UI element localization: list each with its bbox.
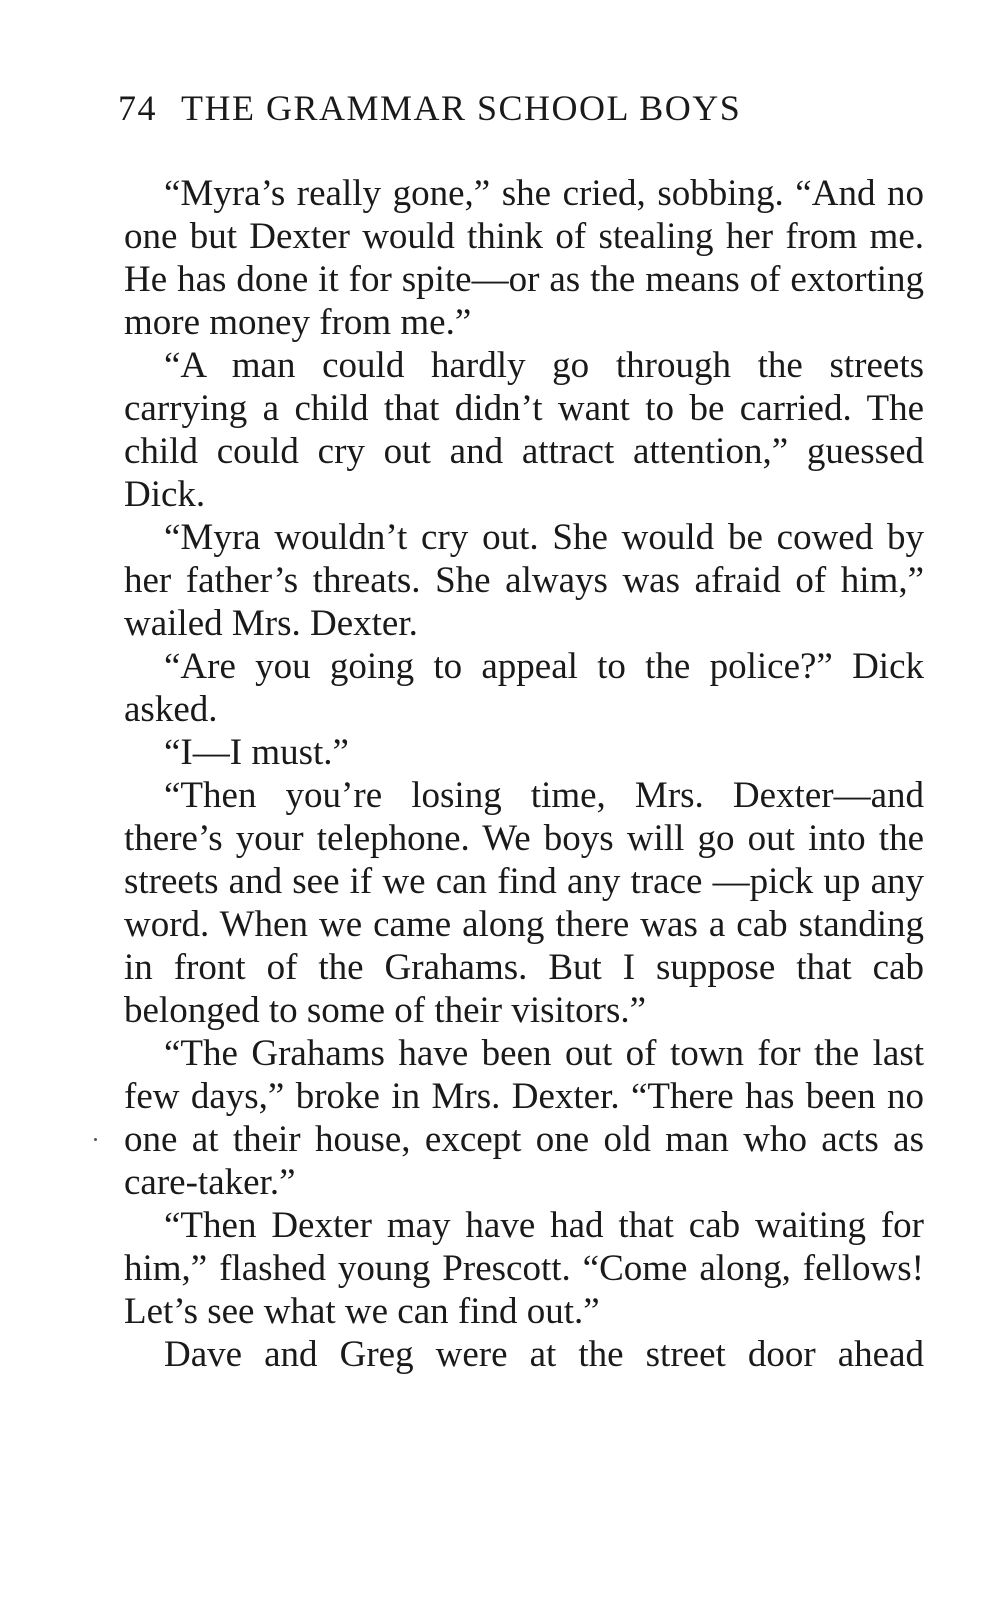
- paragraph: “I—I must.”: [164, 732, 349, 773]
- body-text: [124, 172, 924, 1376]
- running-title: THE GRAMMAR SCHOOL BOYS: [181, 88, 742, 128]
- paragraph: “Are you going to appeal to the police?” Dick asked.: [124, 646, 924, 730]
- running-head: [118, 86, 878, 130]
- paragraph: “Myra wouldn’t cry out. She would be cowed by her father’s threats. She always was afraid of him,” wailed Mrs. Dexter.: [124, 517, 924, 644]
- paragraph: “Myra’s really gone,” she cried, sobbing. “And no one but Dexter would think of stealing her from me. He has done it for spite—or as the means of extorting more money from me.”: [124, 173, 924, 343]
- paragraph: “A man could hardly go through the streets carrying a child that didn’t want to be carried. The child could cry out and attract attention,” guessed Dick.: [124, 345, 924, 515]
- page-number: 74: [118, 88, 157, 128]
- paragraph-continued: Dave and Greg were at the street door ahead: [164, 1334, 924, 1375]
- paragraph: “Then you’re losing time, Mrs. Dexter—and there’s your telephone. We boys will go out into the streets and see if we can find any trace —pick up any word. When we came along there was a cab standing in front of the Grahams. But I suppose that cab belonged to some of their visitors.”: [124, 775, 924, 1031]
- paragraph: “Then Dexter may have had that cab waiting for him,” flashed young Prescott. “Come along, fellows! Let’s see what we can find out.”: [124, 1205, 924, 1332]
- print-speck: [94, 1138, 97, 1141]
- paragraph: “The Grahams have been out of town for the last few days,” broke in Mrs. Dexter. “There has been no one at their house, except one old man who acts as care-taker.”: [124, 1033, 924, 1203]
